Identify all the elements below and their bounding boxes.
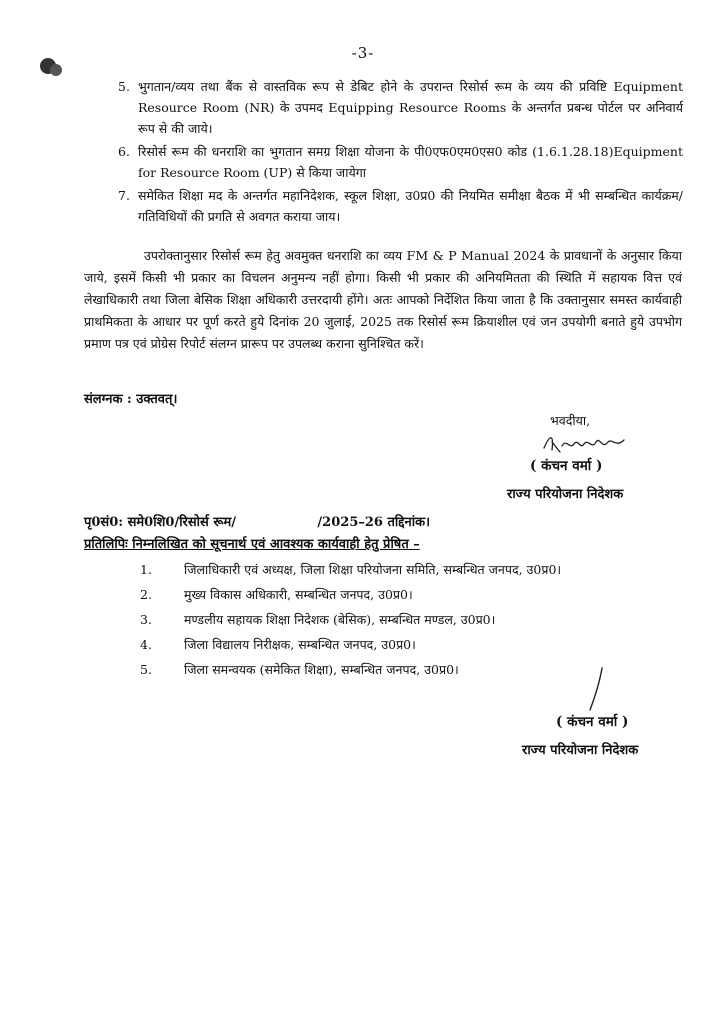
copy-to-heading: प्रतिलिपिः निम्नलिखित को सूचनार्थ एवं आवश्यक कार्यवाही हेतु प्रेषित –: [84, 537, 420, 552]
item-text: जिला विद्यालय निरीक्षक, सम्बन्धित जनपद, उ0प्र0।: [184, 637, 416, 652]
item-number: 5.: [140, 662, 152, 677]
main-paragraph: उपरोक्तानुसार रिसोर्स रूम हेतु अवमुक्त धनराशि का व्यय FM & P Manual 2024 के प्रावधानों के अनुसार किया जाये, इसमें किसी भी प्रकार का विचलन अनुमन्य नहीं होगा। किसी भी प्रकार की अनियमितता की स्थिति में सहायक वित्त एवं लेखाधिकारी तथा जिला बेसिक शिक्षा अधिकारी उत्तरदायी होंगे। अतः आपको निर्देशित किया जाता है कि उक्तानुसार समस्त कार्यवाही प्राथमिकता के आधार पर पूर्ण करते हुये दिनांक 20 जुलाई, 2025 तक रिसोर्स रूम क्रियाशील एवं जन उपयोगी बनाते हुये उपभोग प्रमाण पत्र एवं प्रोग्रेस रिपोर्ट संलग्न प्रारूप पर उपलब्ध कराना सुनिश्चित करें।: [84, 248, 682, 351]
punch-hole-mark: [50, 64, 62, 76]
item-text: समेकित शिक्षा मद के अन्तर्गत महानिदेशक, स्कूल शिक्षा, उ0प्र0 की नियमित समीक्षा बैठक में भी सम्बन्धित कार्यक्रम/गतिविधियों की प्रगति से अवगत कराया जाय।: [138, 188, 683, 224]
list-item: [118, 185, 683, 227]
list-item: [140, 635, 561, 660]
item-number: 3.: [140, 612, 152, 627]
list-item: [140, 585, 561, 610]
item-number: 2.: [140, 587, 152, 602]
list-item: [140, 560, 561, 585]
signer-designation: राज्य परियोजना निदेशक: [507, 487, 624, 502]
item-number: 5.: [118, 79, 130, 94]
enclosure-line: संलग्नक : उक्तवत्।: [84, 392, 178, 407]
item-number: 6.: [118, 144, 130, 159]
list-item: [118, 76, 683, 139]
instruction-list: [118, 76, 683, 229]
list-item: [140, 610, 561, 635]
reference-number-line: पृ0सं0: समे0शि0/रिसोर्स रूम/ /2025–26 तद्दिनांक।: [84, 515, 431, 530]
signature-stroke: [580, 664, 610, 714]
item-text: भुगतान/व्यय तथा बैंक से वास्तविक रूप से डेबिट होने के उपरान्त रिसोर्स रूम के व्यय की प्रविष्टि Equipment Resource Room (NR) के उपमद Equipping Resource Rooms के अन्तर्गत प्रबन्ध पोर्टल पर अनिवार्य रूप से की जाये।: [138, 79, 683, 136]
item-text: रिसोर्स रूम की धनराशि का भुगतान समग्र शिक्षा योजना के पी0एफ0एम0एस0 कोड (1.6.1.28.18)Equipment for Resource Room (UP) से किया जायेगा: [138, 144, 683, 180]
closing-salutation: भवदीया,: [550, 413, 591, 428]
page-number: -3-: [351, 44, 375, 62]
list-item: [140, 660, 561, 685]
item-number: 1.: [140, 562, 152, 577]
list-item: [118, 141, 683, 183]
item-text: मण्डलीय सहायक शिक्षा निदेशक (बेसिक), सम्बन्धित मण्डल, उ0प्र0।: [184, 612, 496, 627]
item-text: मुख्य विकास अधिकारी, सम्बन्धित जनपद, उ0प्र0।: [184, 587, 413, 602]
signer-name: ( कंचन वर्मा ): [556, 714, 629, 730]
item-number: 4.: [140, 637, 152, 652]
signer-name: ( कंचन वर्मा ): [530, 458, 603, 474]
handwritten-signature: [540, 428, 630, 458]
copy-to-list: [140, 560, 561, 685]
item-text: जिलाधिकारी एवं अध्यक्ष, जिला शिक्षा परियोजना समिति, सम्बन्धित जनपद, उ0प्र0।: [184, 562, 562, 577]
signer-designation: राज्य परियोजना निदेशक: [522, 743, 639, 758]
item-number: 7.: [118, 188, 130, 203]
item-text: जिला समन्वयक (समेकित शिक्षा), सम्बन्धित जनपद, उ0प्र0।: [184, 662, 459, 677]
